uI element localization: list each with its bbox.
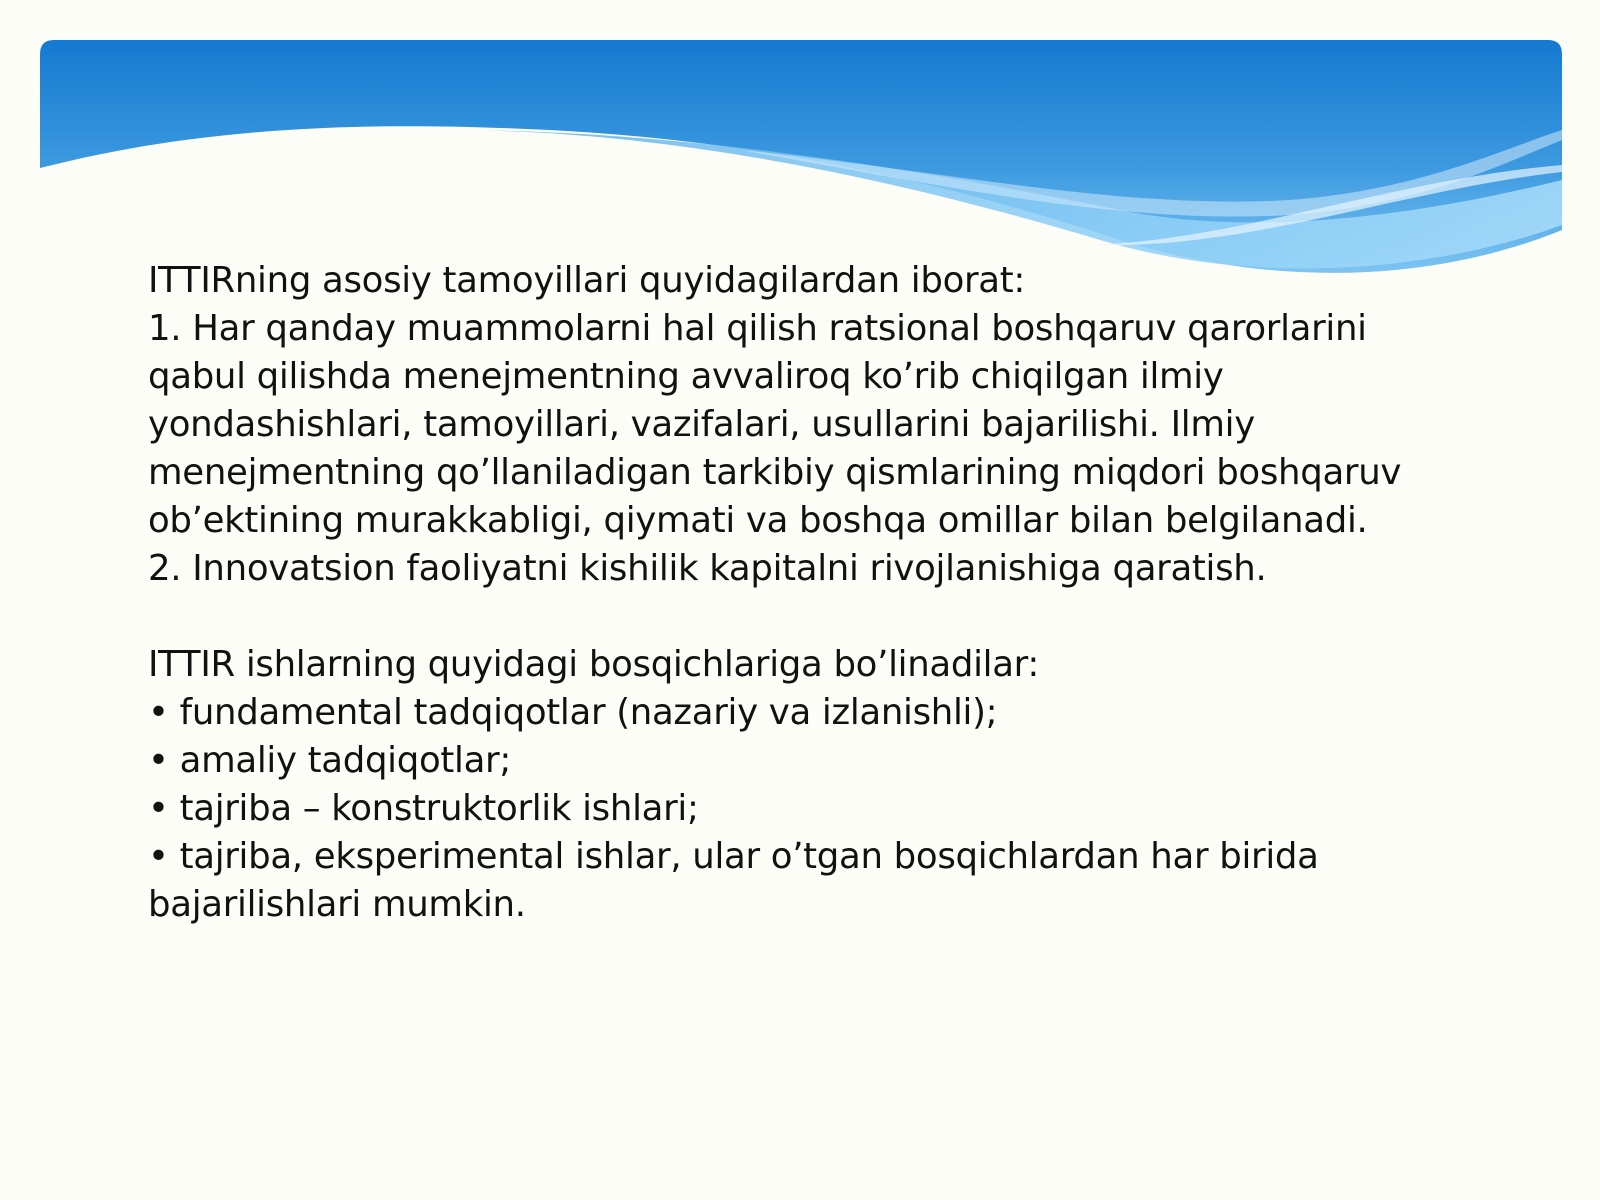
intro-heading: ITTIRning asosiy tamoyillari quyidagilardan iborat: (148, 260, 1026, 301)
spacer (148, 593, 1468, 641)
slide-body (148, 257, 1468, 929)
stage-item: • tajriba, eksperimental ishlar, ular o’tgan bosqichlardan har birida bajarilishlari mumkin. (148, 836, 1319, 925)
principle-2: 2. Innovatsion faoliyatni kishilik kapitalni rivojlanishiga qaratish. (148, 548, 1267, 589)
stage-item: • fundamental tadqiqotlar (nazariy va izlanishli); (148, 692, 998, 733)
principle-1: 1. Har qanday muammolarni hal qilish ratsional boshqaruv qarorlarini qabul qilishda menejmentning avvaliroq ko’rib chiqilgan ilmiy yondashishlari, tamoyillari, vazifalari, usullarini bajarilishi. Ilmiy menejmentning qo’llaniladigan tarkibiy qismlarining miqdori boshqaruv ob’ektining murakkabligi, qiymati va boshqa omillar bilan belgilanadi. (148, 308, 1402, 541)
stage-item: • tajriba – konstruktorlik ishlari; (148, 788, 699, 829)
wave-banner (40, 40, 1562, 280)
stage-item: • amaliy tadqiqotlar; (148, 740, 511, 781)
stages-heading: ITTIR ishlarning quyidagi bosqichlariga bo’linadilar: (148, 644, 1040, 685)
